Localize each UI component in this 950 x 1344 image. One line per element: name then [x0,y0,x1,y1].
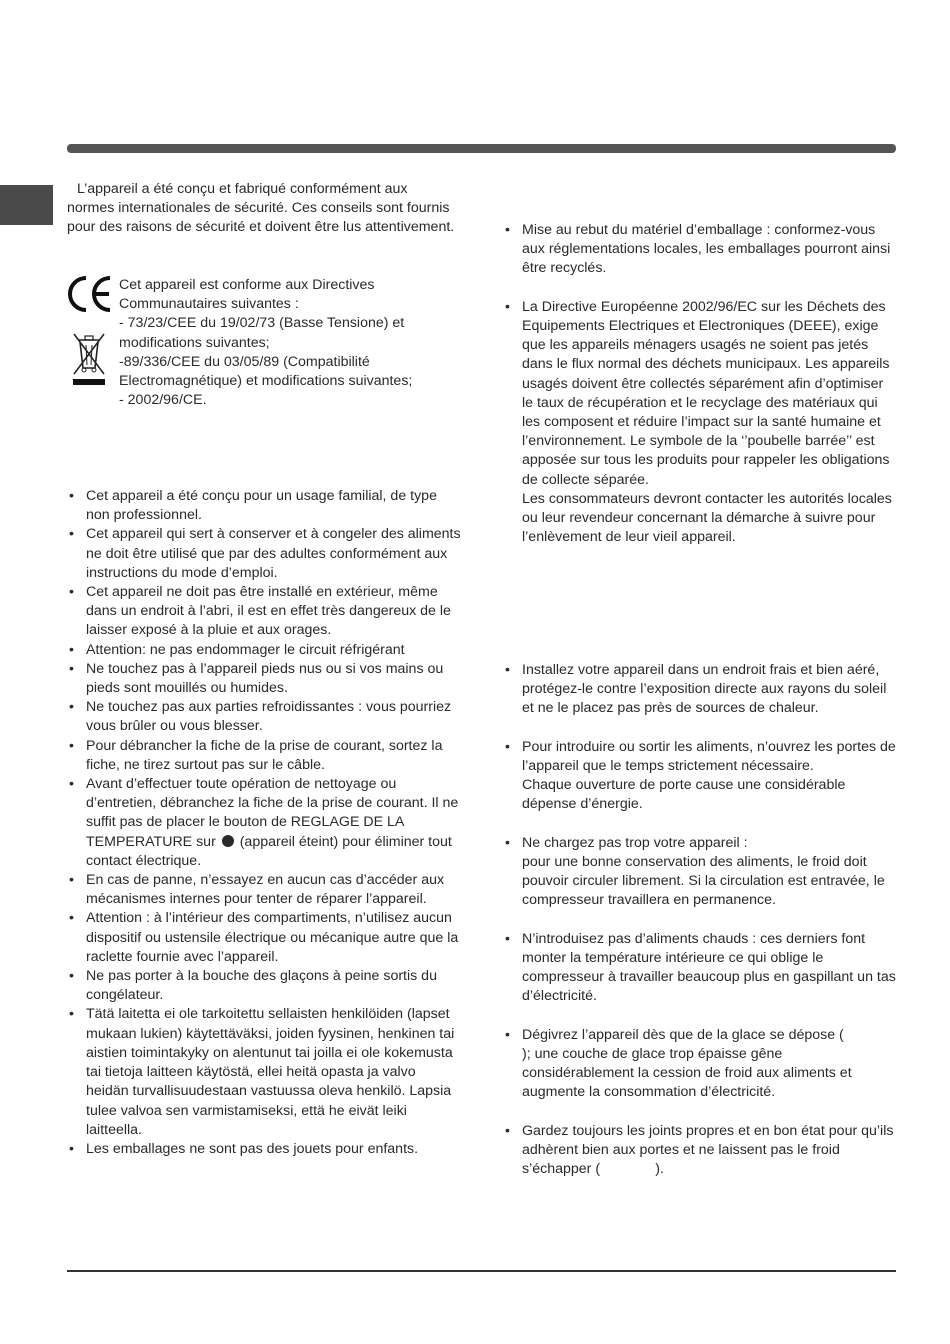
disposal-item: • Mise au rebut du matériel d’emballage : conformez-vous aux réglementations locales, les emballages pourront ainsi être recyclés. [503,221,898,279]
safety-item-cleaning [67,775,462,871]
energy-item: • Gardez toujours les joints propres et en bon état pour qu’ils adhèrent bien aux portes et ne laissent pas le froid s’échapper ( ). [503,1122,898,1180]
conformity-line: - 2002/96/CE. [119,392,207,409]
safety-item: • Attention : à l’intérieur des compartiments, n’utilisez aucun dispositif ou ustensile électrique ou mécanique autre que la raclette fournie avec l’appareil. [67,909,462,967]
energy-item-note: pour une bonne conservation des aliments, le froid doit pouvoir circuler librement. Si la circulation est entravée, le compresseur travaillera en permanence. [522,854,885,909]
bottom-rule [67,1270,896,1272]
energy-item: • N’introduisez pas d’aliments chauds : ces derniers font monter la température intérieure ce qui oblige le compresseur à travailler beaucoup plus en gaspillant un tas d’électricité. [503,930,898,1007]
weee-note: Les consommateurs devront contacter les autorités locales ou leur revendeur concernant la démarche à suivre pour l’enlèvement de leur vieil appareil. [522,490,892,546]
conformity-line: modifications suivantes; [119,334,270,351]
safety-item: • Cet appareil ne doit pas être installé en extérieur, même dans un endroit à l’abri, il est en effet très dangereux de le laisser exposé à la pluie et aux orages. [67,583,462,641]
safety-item: • Ne touchez pas à l’appareil pieds nus ou si vos mains ou pieds sont mouillés ou humides. [67,660,462,698]
energy-item-doors [503,738,898,815]
safety-item: • Pour débrancher la fiche de la prise de courant, sortez la fiche, ne tirez surtout pas sur le câble. [67,737,462,775]
filled-circle-icon [222,835,234,847]
language-tab-marker [0,185,53,225]
crossed-bin-icon [70,330,108,388]
disposal-item-weee [503,298,898,548]
conformity-line: - 73/23/CEE du 19/02/73 (Basse Tensione) et [119,315,405,332]
energy-item-note: Chaque ouverture de porte cause une considérable dépense d’énergie. [522,777,846,813]
ce-mark-icon [66,274,114,314]
conformity-line: -89/336/CEE du 03/05/89 (Compatibilité [119,353,370,370]
safety-item: • Attention: ne pas endommager le circuit réfrigérant [67,641,462,660]
safety-item: • Les emballages ne sont pas des jouets pour enfants. [67,1140,462,1159]
conformity-line: Electromagnétique) et modifications suivantes; [119,373,413,390]
cleaning-text-after: (appareil éteint) pour éliminer tout contact électrique. [86,833,452,869]
conformity-line: Cet appareil est conforme aux Directives [119,277,375,293]
energy-saving-list [503,661,898,1199]
energy-item-text: Pour introduire ou sortir les aliments, n’ouvrez les portes de l’appareil que le temps strictement nécessaire. [522,738,896,774]
energy-item-overload [503,834,898,911]
safety-item: • Tätä laitetta ei ole tarkoitettu sellaisten henkilöiden (lapset mukaan lukien) käytettäväksi, joiden fyysinen, henkinen tai aistien toimintakyky on alentunut tai joilla ei ole kokemusta tai tietoja laitteen käytöstä, ellei heitä opasta ja valvo heidän turvallisuudestaan vastuussa oleva henkilö. Lapsia tulee valvoa sen varmistamiseksi, että he eivät leiki laitteella. [67,1005,462,1139]
top-rule [67,144,896,153]
intro-paragraph: L’appareil a été conçu et fabriqué conformément aux normes internationales de sécurité. Ces conseils sont fournis pour des raisons de sécurité et doivent être lus attentivement. [67,181,455,236]
safety-item: • Cet appareil a été conçu pour un usage familial, de type non professionnel. [67,487,462,525]
safety-item: • En cas de panne, n’essayez en aucun cas d’accéder aux mécanismes internes pour tenter de réparer l’appareil. [67,871,462,909]
energy-item: • Dégivrez l’appareil dès que de la glace se dépose ( ); une couche de glace trop épaisse gêne considérablement la cession de froid aux aliments et augmente la consommation d’électricité. [503,1026,898,1103]
safety-item: • Ne touchez pas aux parties refroidissantes : vous pourriez vous brûler ou vous blesser. [67,698,462,736]
disposal-list [503,221,898,567]
energy-item-text: Ne chargez pas trop votre appareil : [522,834,748,851]
cleaning-text-before: Avant d’effectuer toute opération de nettoyage ou d’entretien, débranchez la fiche de la prise de courant. Il ne suffit pas de placer le bouton de REGLAGE DE LA TEMPERATURE sur [86,776,459,850]
conformity-statement [119,276,459,410]
safety-list [67,487,462,1159]
energy-item: • Installez votre appareil dans un endroit frais et bien aéré, protégez-le contre l’exposition directe aux rayons du soleil et ne le placez pas près de sources de chaleur. [503,661,898,719]
weee-text: La Directive Européenne 2002/96/EC sur les Déchets des Equipements Electriques et Electroniques (DEEE), exige que les appareils ménagers usagés ne soient pas jetés dans le flux normal des déchets municipaux. Les appareils usagés doivent être collectés séparément afin d’optimiser le taux de récupération et le recyclage des matériaux qui les composent et réduire l’impact sur la santé humaine et l’environnement. Le symbole de la ‘’poubelle barrée’’ est apposée sur tous les produits pour rappeler les obligations de collecte séparée. [522,298,890,488]
safety-item: • Ne pas porter à la bouche des glaçons à peine sortis du congélateur. [67,967,462,1005]
safety-item: • Cet appareil qui sert à conserver et à congeler des aliments ne doit être utilisé que par des adultes conformément aux instructions du mode d’emploi. [67,525,462,583]
conformity-line: Communautaires suivantes : [119,296,299,313]
